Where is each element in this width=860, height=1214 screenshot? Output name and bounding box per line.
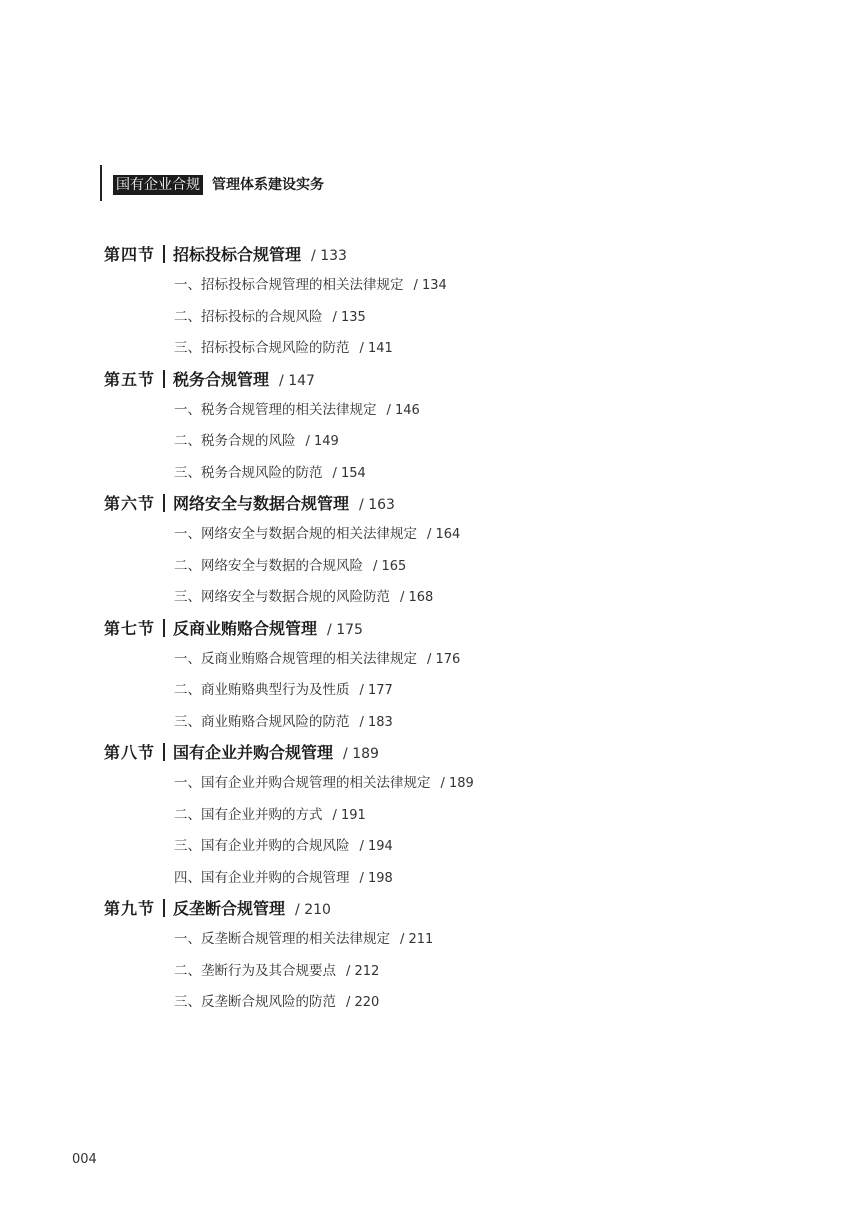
toc-entry-title: 三、国有企业并购的合规风险 <box>174 838 350 854</box>
toc-entry-title: 二、招标投标的合规风险 <box>174 308 323 325</box>
page-number: 004 <box>72 1152 97 1167</box>
section-number: 第六节 <box>104 494 156 513</box>
toc-entry-page-ref: / 177 <box>359 683 393 698</box>
toc-entry-title: 二、网络安全与数据的合规风险 <box>174 557 363 574</box>
toc-section-heading[interactable] <box>104 240 804 270</box>
toc-entry[interactable] <box>174 707 804 739</box>
toc-entry-title: 三、网络安全与数据合规的风险防范 <box>174 589 390 605</box>
toc-entry[interactable] <box>174 551 804 583</box>
toc-entry[interactable] <box>174 987 804 1019</box>
section-title: 税务合规管理 <box>173 369 270 389</box>
book-title-badge: 国有企业合规 <box>113 175 203 195</box>
section-title: 反垄断合规管理 <box>173 899 286 918</box>
toc-entry[interactable] <box>174 395 804 427</box>
section-number: 第八节 <box>104 743 156 762</box>
section-number: 第五节 <box>104 369 156 389</box>
toc-entry-page-ref: / 165 <box>373 558 407 574</box>
section-page-ref: / 163 <box>359 497 395 513</box>
section-page-ref: / 189 <box>343 746 379 762</box>
section-page-ref: / 175 <box>327 621 363 638</box>
toc-entry[interactable] <box>174 458 804 490</box>
toc-entry-title: 三、招标投标合规风险的防范 <box>174 340 350 356</box>
toc-section-heading[interactable] <box>104 738 804 768</box>
toc-entry-page-ref: / 146 <box>386 402 420 418</box>
toc-entry-title: 四、国有企业并购的合规管理 <box>174 869 350 886</box>
toc-entry[interactable] <box>174 924 804 956</box>
toc-entry-title: 一、反垄断合规管理的相关法律规定 <box>174 931 390 947</box>
section-divider <box>163 619 165 637</box>
toc-entry[interactable] <box>174 800 804 832</box>
toc-entry[interactable] <box>174 644 804 676</box>
toc-entry-page-ref: / 183 <box>359 714 393 730</box>
section-divider <box>163 245 165 263</box>
toc-entry-page-ref: / 191 <box>332 807 366 823</box>
toc-entry-page-ref: / 149 <box>305 434 339 449</box>
toc-entry[interactable] <box>174 426 804 458</box>
toc-entry-title: 二、国有企业并购的方式 <box>174 806 323 823</box>
toc-entry[interactable] <box>174 675 804 707</box>
section-title: 网络安全与数据合规管理 <box>173 494 350 513</box>
toc-entry-title: 三、反垄断合规风险的防范 <box>174 994 336 1010</box>
toc-entry-title: 三、税务合规风险的防范 <box>174 464 323 481</box>
toc-entry-title: 一、反商业贿赂合规管理的相关法律规定 <box>174 650 417 667</box>
toc-entry[interactable] <box>174 863 804 895</box>
section-number: 第四节 <box>104 245 156 264</box>
toc-entry[interactable] <box>174 333 804 365</box>
toc-entry[interactable] <box>174 831 804 863</box>
section-divider <box>163 370 165 388</box>
toc-entry[interactable] <box>174 768 804 800</box>
toc-entry-page-ref: / 194 <box>359 839 393 854</box>
section-title: 招标投标合规管理 <box>173 245 302 264</box>
toc-entry-page-ref: / 141 <box>359 341 393 356</box>
section-title: 反商业贿赂合规管理 <box>173 618 318 638</box>
section-page-ref: / 147 <box>279 372 315 389</box>
toc-entry-title: 二、商业贿赂典型行为及性质 <box>174 682 350 698</box>
toc-entry-page-ref: / 220 <box>346 995 380 1010</box>
toc-entry-title: 一、招标投标合规管理的相关法律规定 <box>174 277 404 293</box>
toc-section-heading[interactable] <box>104 489 804 519</box>
section-page-ref: / 133 <box>311 248 347 264</box>
section-page-ref: / 210 <box>295 902 331 918</box>
toc-entry-page-ref: / 189 <box>440 776 474 791</box>
toc-entry-page-ref: / 211 <box>400 932 434 947</box>
toc-entry-title: 三、商业贿赂合规风险的防范 <box>174 713 350 730</box>
toc-entry-page-ref: / 212 <box>346 963 380 979</box>
toc-entry-page-ref: / 134 <box>413 278 447 293</box>
section-divider <box>163 494 165 512</box>
toc-entry[interactable] <box>174 582 804 614</box>
toc-entry-title: 二、垄断行为及其合规要点 <box>174 962 336 979</box>
toc-entry-page-ref: / 135 <box>332 309 366 325</box>
section-divider <box>163 899 165 917</box>
section-number: 第九节 <box>104 899 156 918</box>
section-number: 第七节 <box>104 618 156 638</box>
book-subtitle: 管理体系建设实务 <box>212 177 324 193</box>
toc-section-heading[interactable] <box>104 894 804 924</box>
toc-entry-title: 二、税务合规的风险 <box>174 433 296 449</box>
toc-entry[interactable] <box>174 519 804 551</box>
toc-entry-page-ref: / 176 <box>427 651 461 667</box>
toc-entry-page-ref: / 164 <box>427 527 461 542</box>
section-divider <box>163 743 165 761</box>
toc-entry-page-ref: / 154 <box>332 465 366 481</box>
header-rule <box>100 165 102 201</box>
toc-entry-title: 一、网络安全与数据合规的相关法律规定 <box>174 526 417 542</box>
toc-entry-title: 一、国有企业并购合规管理的相关法律规定 <box>174 775 431 791</box>
toc-entry-page-ref: / 198 <box>359 870 393 886</box>
toc-entry-page-ref: / 168 <box>400 590 434 605</box>
toc-entry[interactable] <box>174 270 804 302</box>
toc-section-heading[interactable] <box>104 614 804 644</box>
section-title: 国有企业并购合规管理 <box>173 743 334 762</box>
toc-entry[interactable] <box>174 956 804 988</box>
toc-entry[interactable] <box>174 302 804 334</box>
toc-section-heading[interactable] <box>104 365 804 395</box>
table-of-contents <box>104 240 804 1019</box>
toc-entry-title: 一、税务合规管理的相关法律规定 <box>174 401 377 418</box>
